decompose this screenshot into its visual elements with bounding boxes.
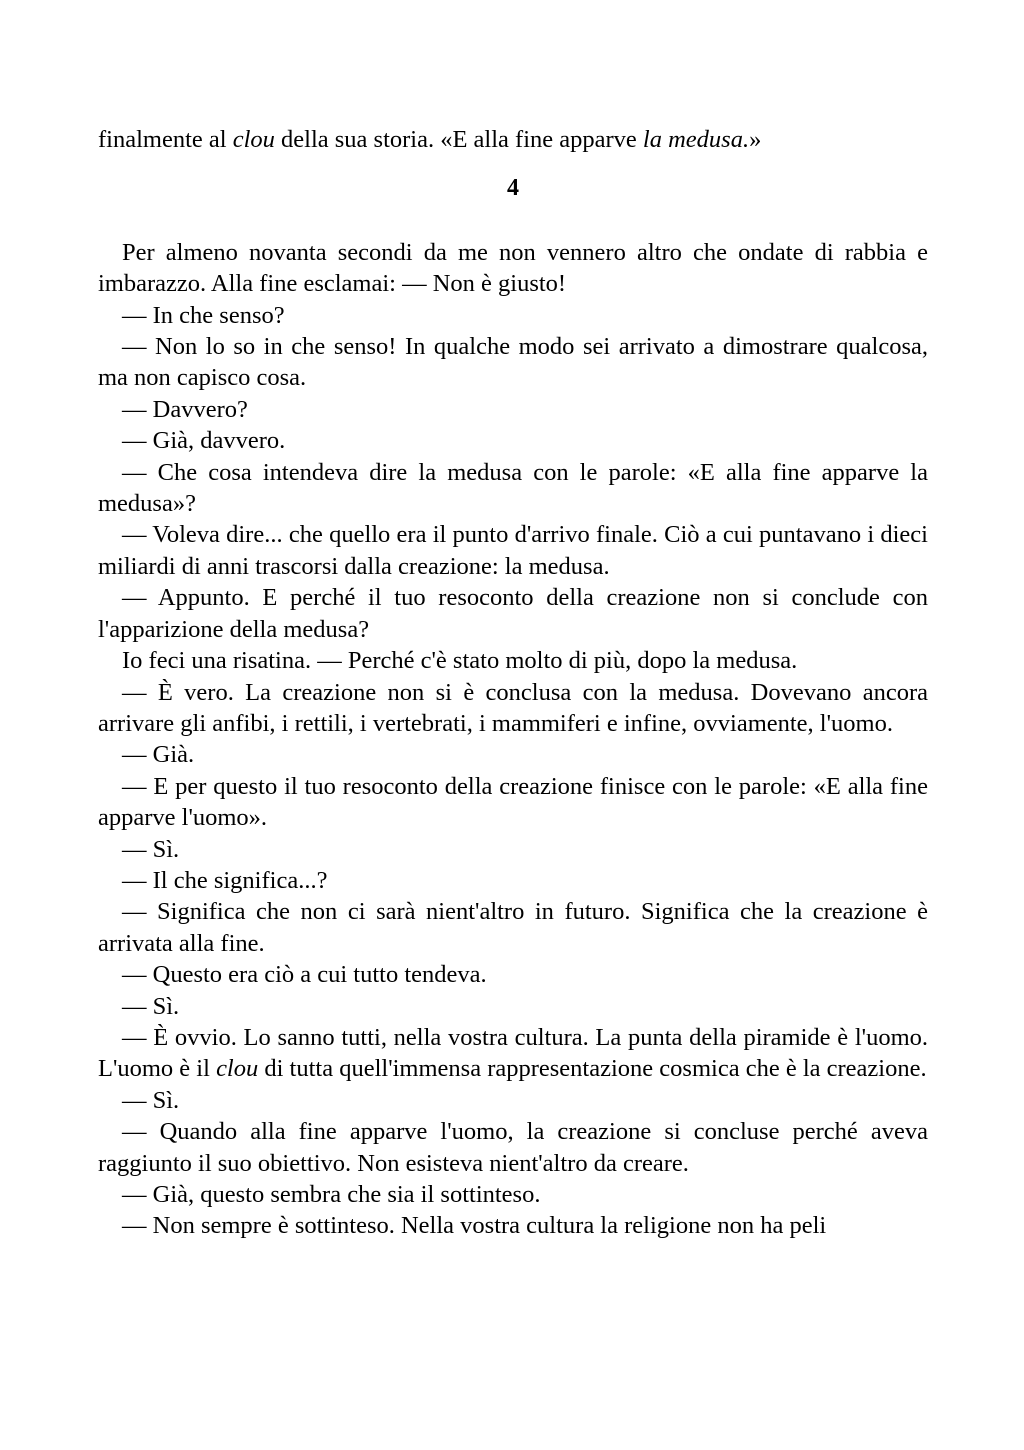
opening-text-3: » [749, 126, 762, 153]
clou-text-2: di tutta quell'immensa rappresentazione cosmica che è la creazione. [258, 1055, 927, 1083]
paragraph: — Già, davvero. [122, 427, 286, 455]
opening-italic-medusa: la medusa. [642, 126, 750, 153]
paragraph: — Questo era ciò a cui tutto tendeva. [122, 961, 487, 989]
paragraph: — Appunto. E perché il tuo resoconto della creazione non si conclude con l'apparizione della medusa? [98, 584, 928, 643]
opening-text-2: della sua storia. «E alla fine apparve [274, 126, 643, 153]
paragraph-clou [98, 1022, 928, 1085]
opening-italic-clou: clou [232, 126, 275, 153]
chapter-number: 4 [507, 175, 519, 202]
paragraph: — In che senso? [122, 301, 285, 329]
paragraph: — Quando alla fine apparve l'uomo, la creazione si concluse perché aveva raggiunto il suo obiettivo. Non esisteva nient'altro da creare. [98, 1118, 928, 1177]
paragraph: — Il che significa...? [122, 866, 328, 894]
paragraph: — Già. [122, 741, 195, 769]
paragraph: Per almeno novanta secondi da me non vennero altro che ondate di rabbia e imbarazzo. Alla fine esclamai: — Non è giusto! [98, 238, 928, 298]
clou-text: — È ovvio. Lo sanno tutti, nella vostra cultura. La punta della piramide è l'uomo. L'uomo è il [98, 1023, 928, 1083]
opening-line [98, 124, 928, 155]
paragraph: — Voleva dire... che quello era il punto d'arrivo finale. Ciò a cui puntavano i dieci miliardi di anni trascorsi dalla creazione: la medusa. [98, 521, 928, 580]
clou-italic: clou [216, 1055, 259, 1083]
paragraph: — Non lo so in che senso! In qualche modo sei arrivato a dimostrare qualcosa, ma non capisco cosa. [98, 333, 928, 392]
paragraph: — Sì. [122, 992, 180, 1020]
paragraph: — Già, questo sembra che sia il sottinteso. [122, 1181, 541, 1208]
paragraph: — Non sempre è sottinteso. Nella vostra cultura la religione non ha peli [122, 1212, 827, 1240]
dialogue-block [98, 237, 928, 1242]
opening-text: finalmente al [98, 126, 233, 153]
paragraph: — E per questo il tuo resoconto della creazione finisce con le parole: «E alla fine apparve l'uomo». [98, 772, 928, 832]
paragraph: Io feci una risatina. — Perché c'è stato molto di più, dopo la medusa. [122, 647, 798, 675]
paragraph: — È vero. La creazione non si è conclusa con la medusa. Dovevano ancora arrivare gli anfibi, i rettili, i vertebrati, i mammiferi e infine, ovviamente, l'uomo. [98, 678, 928, 737]
paragraph: — Sì. [122, 1086, 180, 1114]
paragraph: — Significa che non ci sarà nient'altro in futuro. Significa che la creazione è arrivata alla fine. [98, 898, 928, 957]
paragraph: — Davvero? [122, 395, 248, 423]
paragraph: — Che cosa intendeva dire la medusa con le parole: «E alla fine apparve la medusa»? [98, 458, 928, 518]
book-page [98, 124, 928, 1242]
paragraph: — Sì. [122, 835, 180, 863]
